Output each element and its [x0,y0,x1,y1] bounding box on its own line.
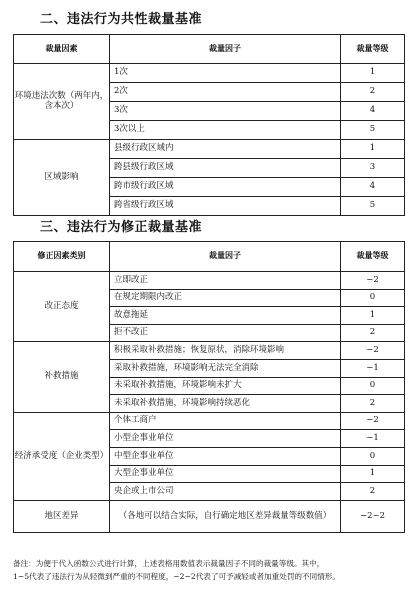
item-cell: 未采取补救措施，环境影响持续恶化 [110,395,341,413]
level-cell: 0 [341,447,405,465]
level-cell: 4 [341,178,405,197]
item-cell: （各地可以结合实际，自行确定地区差异裁量等级数值） [110,500,341,532]
table-row [14,140,405,159]
item-cell: 积极采取补救措施；恢复原状，消除环境影响 [110,342,341,360]
item-cell: 未采取补救措施，环境影响未扩大 [110,377,341,395]
level-cell: −1 [341,359,405,377]
level-cell: 2 [341,83,405,102]
header-item: 裁量因子 [110,35,341,64]
item-cell: 拒不改正 [110,324,341,342]
level-cell: 3 [341,159,405,178]
level-cell: −2 [341,412,405,430]
level-cell: −2 [341,272,405,290]
level-cell: 0 [341,289,405,307]
level-cell: 5 [341,197,405,216]
item-cell: 个体工商户 [110,412,341,430]
footnote-line-1: 备注：为便于代入函数公式进行计算，上述表格用数值表示裁量因子不同的裁量等级。其中， [13,559,325,568]
item-cell: 采取补救措施，环境影响无法完全消除 [110,359,341,377]
level-cell: 2 [341,324,405,342]
table-header-row [14,242,405,272]
item-cell: 大型企事业单位 [110,465,341,483]
level-cell: 4 [341,102,405,121]
table-row [14,500,405,532]
header-item: 裁量因子 [110,242,341,272]
item-cell: 1次 [110,64,341,83]
item-cell: 跨县级行政区域 [110,159,341,178]
item-cell: 县级行政区域内 [110,140,341,159]
level-cell: 1 [341,64,405,83]
table-row [14,272,405,290]
section2-title: 二、违法行为共性裁量基准 [40,12,203,27]
level-cell: 2 [341,395,405,413]
header-level: 裁量等级 [341,242,405,272]
item-cell: 立即改正 [110,272,341,290]
item-cell: 在规定期限内改正 [110,289,341,307]
level-cell: 5 [341,121,405,140]
correction-discretion-table [13,241,405,533]
item-cell: 中型企事业单位 [110,447,341,465]
footnote-line-2: 1~5代表了违法行为从轻微到严重的不同程度，−2~2代表了可予减轻或者加重处罚的不同情形。 [13,572,340,581]
level-cell: 1 [341,140,405,159]
common-discretion-table [13,34,405,216]
level-cell: −1 [341,430,405,448]
level-cell: 2 [341,483,405,501]
level-cell: −2 [341,342,405,360]
header-factor: 裁量因素 [14,35,110,64]
table-row [14,64,405,83]
item-cell: 3次以上 [110,121,341,140]
table-header-row [14,35,405,64]
level-cell: 1 [341,465,405,483]
item-cell: 跨省级行政区域 [110,197,341,216]
factor-cell: 经济承受度（企业类型） [14,412,110,500]
factor-cell: 地区差异 [14,500,110,532]
header-level: 裁量等级 [341,35,405,64]
level-cell: 1 [341,307,405,325]
table-row [14,342,405,360]
level-cell: 0 [341,377,405,395]
table-row [14,412,405,430]
item-cell: 小型企事业单位 [110,430,341,448]
factor-cell: 改正态度 [14,272,110,342]
section3-title: 三、违法行为修正裁量基准 [40,220,203,235]
item-cell: 故意拖延 [110,307,341,325]
factor-cell: 环境违法次数（两年内，含本次） [14,64,110,140]
item-cell: 央企或上市公司 [110,483,341,501]
level-cell: −2~2 [341,500,405,532]
item-cell: 跨市级行政区域 [110,178,341,197]
header-factor: 修正因素类别 [14,242,110,272]
footnote [13,557,405,583]
factor-cell: 补救措施 [14,342,110,412]
factor-cell: 区域影响 [14,140,110,216]
item-cell: 3次 [110,102,341,121]
item-cell: 2次 [110,83,341,102]
